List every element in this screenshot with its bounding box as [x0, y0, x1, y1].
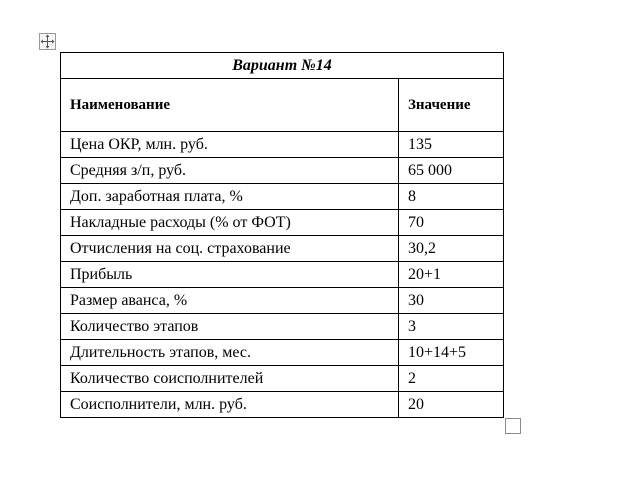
- row-label-cell: Цена ОКР, млн. руб.: [61, 132, 399, 158]
- row-value-cell: 135: [399, 132, 504, 158]
- row-value-cell: 20: [399, 392, 504, 418]
- row-label-cell: Количество соисполнителей: [61, 366, 399, 392]
- table-resize-icon[interactable]: [505, 418, 521, 434]
- table-header-row: [61, 79, 504, 132]
- column-header-name: Наименование: [61, 79, 399, 132]
- table-move-icon[interactable]: [39, 33, 56, 50]
- row-value-cell: 20+1: [399, 262, 504, 288]
- row-value-cell: 30,2: [399, 236, 504, 262]
- table-row: [61, 314, 504, 340]
- row-value-cell: 30: [399, 288, 504, 314]
- row-value-cell: 65 000: [399, 158, 504, 184]
- row-label-cell: Размер аванса, %: [61, 288, 399, 314]
- table-title: Вариант №14: [61, 53, 504, 79]
- row-value-cell: 70: [399, 210, 504, 236]
- table-row: [61, 132, 504, 158]
- table-title-row: [61, 53, 504, 79]
- table-row: [61, 262, 504, 288]
- parameters-table: [60, 52, 504, 418]
- table-row: [61, 184, 504, 210]
- table-row: [61, 236, 504, 262]
- table-row: [61, 340, 504, 366]
- row-label-cell: Длительность этапов, мес.: [61, 340, 399, 366]
- row-label-cell: Доп. заработная плата, %: [61, 184, 399, 210]
- row-label-cell: Средняя з/п, руб.: [61, 158, 399, 184]
- row-label-cell: Соисполнители, млн. руб.: [61, 392, 399, 418]
- row-value-cell: 8: [399, 184, 504, 210]
- row-value-cell: 10+14+5: [399, 340, 504, 366]
- row-label-cell: Отчисления на соц. страхование: [61, 236, 399, 262]
- table-row: [61, 288, 504, 314]
- row-label-cell: Прибыль: [61, 262, 399, 288]
- table-row: [61, 366, 504, 392]
- row-value-cell: 2: [399, 366, 504, 392]
- row-label-cell: Накладные расходы (% от ФОТ): [61, 210, 399, 236]
- table-row: [61, 210, 504, 236]
- row-value-cell: 3: [399, 314, 504, 340]
- table-row: [61, 392, 504, 418]
- column-header-value: Значение: [399, 79, 504, 132]
- table-row: [61, 158, 504, 184]
- row-label-cell: Количество этапов: [61, 314, 399, 340]
